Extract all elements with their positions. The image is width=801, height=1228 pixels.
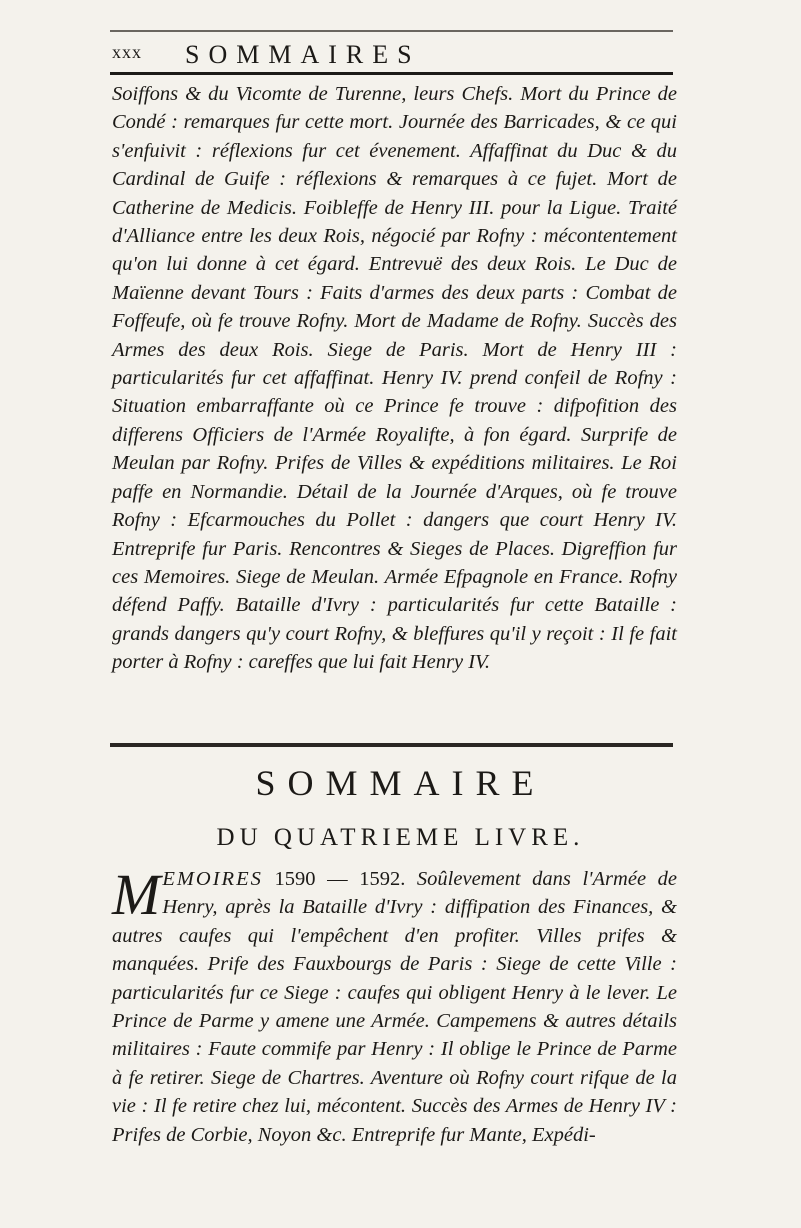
book-four-summary bbox=[112, 862, 677, 1149]
header-top-rule bbox=[110, 30, 673, 32]
summary-text: Soûlevement dans l'Armée de Henry, après la Bataille d'Ivry : diffipation des Finances, & autres caufes qui l'empêchent d'en profiter. Villes prifes & manquées. Prife des Fauxbourgs de Paris : Siege de cette Ville : particularités fur ce Siege : caufes qui obligent Henry à le lever. Le Prince de Parme y amene une Armée. Campemens & autres détails militaires : Faute commife par Henry : Il oblige le Prince de Parme à fe retirer. Siege de Chartres. Aventure où Rofny court rifque de la vie : Il fe retire chez lui, mécontent. Succès des Armes de Henry IV : Prifes de Corbie, Noyon &c. Entreprife fur Mante, Expédi- bbox=[112, 868, 677, 1146]
header-rule bbox=[110, 72, 673, 75]
page-folio: xxx bbox=[112, 42, 142, 62]
running-head-title: SOMMAIRES bbox=[185, 40, 421, 69]
previous-summary-text: Soiffons & du Vicomte de Turenne, leurs Chefs. Mort du Prince de Condé : remarques fur cette mort. Journée des Barricades, & ce qui s'enfuivit : réflexions fur cet évenement. Affaffinat du Duc & du Cardinal de Guife : réflexions & remarques à ce fujet. Mort de Catherine de Medicis. Foibleffe de Henry III. pour la Ligue. Traité d'Alliance entre les deux Rois, négocié par Rofny : mécontentement qu'on lui donne à cet égard. Entrevuë des deux Rois. Le Duc de Maïenne devant Tours : Faits d'armes des deux parts : Combat de Foffeufe, où fe trouve Rofny. Mort de Madame de Rofny. Succès des Armes des deux Rois. Siege de Paris. Mort de Henry III : particularités fur cet affaffinat. Henry IV. prend confeil de Rofny : Situation embarraffante où ce Prince fe trouve : difpofition des differens Officiers de l'Armée Royalifte, à fon égard. Surprife de Meulan par Rofny. Prifes de Villes & expéditions militaires. Le Roi paffe en Normandie. Détail de la Journée d'Arques, où fe trouve Rofny : Efcarmouches du Pollet : dangers que court Henry IV. Entreprife fur Paris. Rencontres & Sieges de Places. Digreffion fur ces Memoires. Siege de Meulan. Armée Efpagnole en France. Rofny défend Paffy. Bataille d'Ivry : particularités fur cette Bataille : grands dangers qu'y court Rofny, & bleffures qu'il y reçoit : Il fe fait porter à Rofny : careffes que lui fait Henry IV. bbox=[112, 83, 677, 674]
section-divider-rule bbox=[110, 743, 673, 747]
summary-years: 1590 — 1592. bbox=[274, 868, 406, 890]
section-subtitle: DU QUATRIEME LIVRE. bbox=[216, 824, 585, 851]
running-head bbox=[112, 40, 672, 70]
drop-cap: M bbox=[112, 862, 161, 927]
section-title: SOMMAIRE bbox=[255, 763, 546, 803]
lead-word: EMOIRES bbox=[162, 868, 263, 890]
